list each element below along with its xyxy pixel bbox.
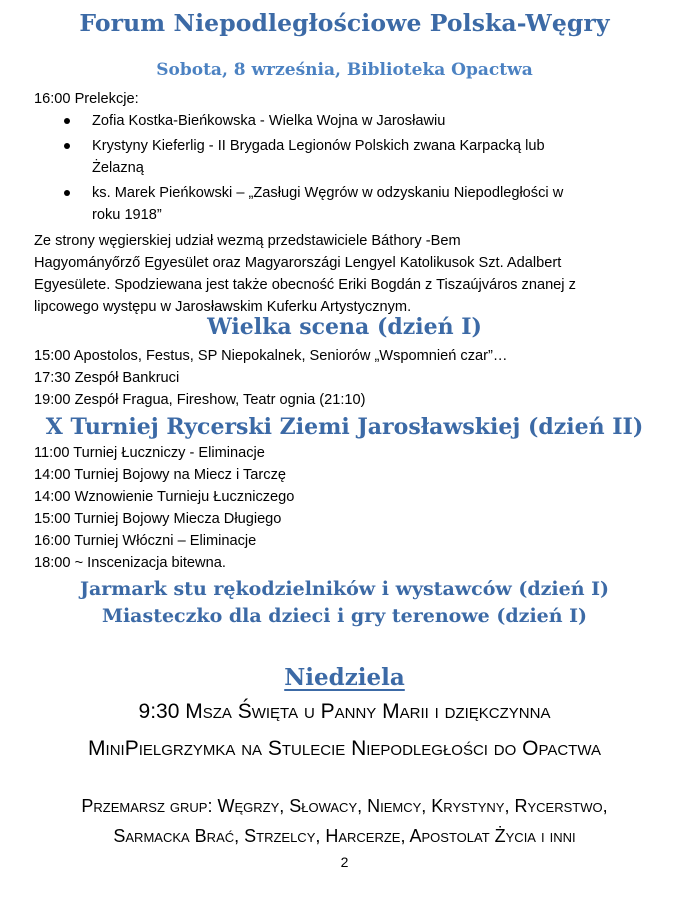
list-item xyxy=(34,182,664,226)
hungarian-paragraph xyxy=(34,230,664,318)
tournament-schedule xyxy=(34,442,664,574)
sunday-heading: Niedziela xyxy=(284,664,405,691)
bullet-icon xyxy=(64,118,70,124)
schedule-line: 14:00 Wznowienie Turnieju Łuczniczego xyxy=(34,489,295,505)
list-item xyxy=(34,135,664,179)
schedule-line: 17:30 Zespół Bankruci xyxy=(34,370,180,386)
schedule-line: 15:00 Turniej Bojowy Miecza Długiego xyxy=(34,511,282,527)
schedule-line: 18:00 ~ Inscenizacja bitewna. xyxy=(34,555,226,571)
tournament-heading: X Turniej Rycerski Ziemi Jarosławskiej (dzień II) xyxy=(45,414,644,440)
page-number: 2 xyxy=(340,854,349,870)
lecture-1: Zofia Kostka-Bieńkowska - Wielka Wojna w Jarosławiu xyxy=(92,113,446,129)
schedule-line: 19:00 Zespół Fragua, Fireshow, Teatr ognia (21:10) xyxy=(34,392,366,408)
lecture-2-cont: Żelazną xyxy=(92,160,144,176)
kids-heading: Miasteczko dla dzieci i gry terenowe (dzień I) xyxy=(101,605,588,627)
bullet-icon xyxy=(64,143,70,149)
schedule-line: 14:00 Turniej Bojowy na Miecz i Tarczę xyxy=(34,467,286,483)
paragraph-line: Egyesülete. Spodziewana jest także obecność Eriki Bogdán z Tiszaújváros znanej z xyxy=(34,277,576,293)
march-line: Przemarsz grup: Węgrzy, Słowacy, Niemcy, Krystyny, Rycerstwo, xyxy=(81,796,608,816)
event-subtitle: Sobota, 8 września, Biblioteka Opactwa xyxy=(156,60,533,80)
stage-heading: Wielka scena (dzień I) xyxy=(207,314,482,340)
lectures-section xyxy=(34,88,664,318)
march-text xyxy=(0,791,689,851)
mass-line: 9:30 Msza Święta u Panny Marii i dziękczynna xyxy=(138,700,551,723)
lectures-list xyxy=(34,110,664,226)
lecture-2: Krystyny Kieferlig - II Brygada Legionów Polskich zwana Karpacką lub xyxy=(92,138,545,154)
fair-heading: Jarmark stu rękodzielników i wystawców (dzień I) xyxy=(79,578,610,600)
stage-schedule xyxy=(34,345,664,411)
paragraph-line: Hagyományőrző Egyesület oraz Magyarországi Lengyel Katolikusok Szt. Adalbert xyxy=(34,255,562,271)
paragraph-line: Ze strony węgierskiej udział wezmą przedstawiciele Báthory -Bem xyxy=(34,233,461,249)
lectures-intro: 16:00 Prelekcje: xyxy=(34,91,139,107)
list-item xyxy=(34,110,664,132)
schedule-line: 16:00 Turniej Włóczni – Eliminacje xyxy=(34,533,257,549)
paragraph-line: lipcowego występu w Jarosławskim Kuferku Artystycznym. xyxy=(34,299,412,315)
schedule-line: 11:00 Turniej Łuczniczy - Eliminacje xyxy=(34,445,265,461)
pilgrimage-line: MiniPielgrzymka na Stulecie Niepodległości do Opactwa xyxy=(88,737,601,760)
bullet-icon xyxy=(64,190,70,196)
march-line: Sarmacka Brać, Strzelcy, Harcerze, Apostolat Życia i inni xyxy=(113,826,576,846)
lecture-3: ks. Marek Pieńkowski – „Zasługi Węgrów w odzyskaniu Niepodległości w xyxy=(92,185,564,201)
lecture-3-cont: roku 1918” xyxy=(92,207,162,223)
page-title: Forum Niepodległościowe Polska-Węgry xyxy=(79,9,610,37)
schedule-line: 15:00 Apostolos, Festus, SP Niepokalnek, Seniorów „Wspomnień czar”… xyxy=(34,348,508,364)
